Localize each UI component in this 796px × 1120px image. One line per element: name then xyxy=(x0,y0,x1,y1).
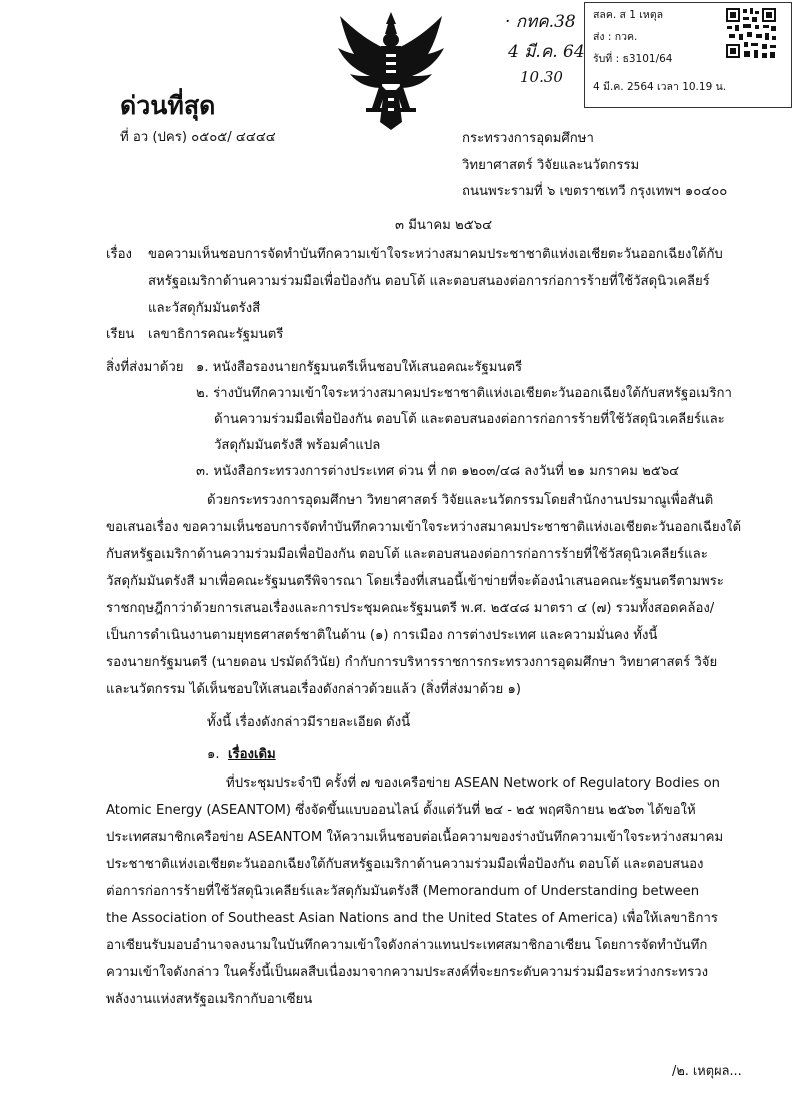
enclosure-item: ๒. ร่างบันทึกความเข้าใจระหว่างสมาคมประชาชาติแห่งเอเชียตะวันออกเฉียงใต้กับสหรัฐอเมริกา xyxy=(196,386,732,401)
section-1-line: the Association of Southeast Asian Nations and the United States of America) เพื่อให้เลขาธิการ xyxy=(106,911,718,926)
section-1-line: ประเทศสมาชิกเครือข่าย ASEANTOM ให้ความเห็นชอบต่อเนื้อความของร่างบันทึกความเข้าใจระหว่างสมาคม xyxy=(106,830,724,845)
stamp-line-2: ส่ง : กวค. xyxy=(593,31,638,43)
stamp-line-1: สลค. ส 1 เหตุล xyxy=(593,9,664,21)
section-1-line: ความเข้าใจดังกล่าว ในครั้งนี้เป็นผลสืบเนื่องมาจากความประสงค์ที่จะยกระดับความร่วมมือระหว่างกระทรวง xyxy=(106,965,709,980)
section-1-line: ต่อการก่อการร้ายที่ใช้วัสดุนิวเคลียร์และวัสดุกัมมันตรังสี (Memorandum of Understanding between xyxy=(106,884,700,899)
body-line: ด้วยกระทรวงการอุดมศึกษา วิทยาศาสตร์ วิจัยและนวัตกรรมโดยสำนักงานปรมาณูเพื่อสันติ xyxy=(207,493,714,508)
body-line: เป็นการดำเนินงานตามยุทธศาสตร์ชาติในด้าน (๑) การเมือง การต่างประเทศ และความมั่นคง ทั้งนี้ xyxy=(106,628,658,643)
section-1-title: เรื่องเดิม xyxy=(228,747,276,762)
handwritten-date: 4 มี.ค. 64 xyxy=(508,42,585,62)
subject-label: เรื่อง xyxy=(106,247,132,262)
handwritten-ref: · กทค.38 xyxy=(505,12,576,32)
body-line: วัสดุกัมมันตรังสี มาเพื่อคณะรัฐมนตรีพิจารณา โดยเรื่องที่เสนอนี้เข้าข่ายที่จะต้องนำเสนอคณะรัฐมนตรีตามพระ xyxy=(106,574,724,589)
stamp-line-3: รับที่ : ธ3101/64 xyxy=(593,53,673,65)
body-line: ราชกฤษฎีกาว่าด้วยการเสนอเรื่องและการประชุมคณะรัฐมนตรี พ.ศ. ๒๕๔๘ มาตรา ๔ (๗) รวมทั้งสอดคล้อง/ xyxy=(106,601,715,616)
body-line: ขอเสนอเรื่อง ขอความเห็นชอบการจัดทำบันทึกความเข้าใจระหว่างสมาคมประชาชาติแห่งเอเชียตะวันออกเฉียงใต้ xyxy=(106,520,742,535)
enclosures-label: สิ่งที่ส่งมาด้วย xyxy=(106,360,184,375)
body-line: และนวัตกรรม ได้เห็นชอบให้เสนอเรื่องดังกล่าวด้วยแล้ว (สิ่งที่ส่งมาด้วย ๑) xyxy=(106,682,521,697)
enclosure-item-cont: วัสดุกัมมันตรังสี พร้อมคำแปล xyxy=(214,438,381,453)
section-1-line: Atomic Energy (ASEANTOM) ซึ่งจัดขึ้นแบบออนไลน์ ตั้งแต่วันที่ ๒๔ - ๒๕ พฤศจิกายน ๒๕๖๓ ได้ขอให้ xyxy=(106,803,696,818)
sender-line-3: ถนนพระรามที่ ๖ เขตราชเทวี กรุงเทพฯ ๑๐๔๐๐ xyxy=(462,184,728,199)
qr-code-icon xyxy=(725,7,777,59)
recipient-name: เลขาธิการคณะรัฐมนตรี xyxy=(148,327,284,342)
recipient-label: เรียน xyxy=(106,327,135,342)
enclosure-item-cont: ด้านความร่วมมือเพื่อป้องกัน ตอบโต้ และตอบสนองต่อการก่อการร้ายที่ใช้วัสดุนิวเคลียร์และ xyxy=(214,412,725,427)
body-intro: ทั้งนี้ เรื่องดังกล่าวมีรายละเอียด ดังนี้ xyxy=(207,715,411,730)
sender-line-2: วิทยาศาสตร์ วิจัยและนวัตกรรม xyxy=(462,158,640,173)
body-line: รองนายกรัฐมนตรี (นายดอน ปรมัตถ์วินัย) กำกับการบริหารราชการกระทรวงการอุดมศึกษา วิทยาศาสตร์ วิจัย xyxy=(106,655,718,670)
section-1-number: ๑. xyxy=(207,747,220,762)
continuation-marker: /๒. เหตุผล... xyxy=(672,1064,742,1079)
sender-line-1: กระทรวงการอุดมศึกษา xyxy=(462,131,594,146)
subject-line: และวัสดุกัมมันตรังสี xyxy=(148,301,261,316)
stamp-line-4: 4 มี.ค. 2564 เวลา 10.19 น. xyxy=(593,81,727,93)
enclosure-item: ๓. หนังสือกระทรวงการต่างประเทศ ด่วน ที่ กต ๑๒๐๓/๔๘ ลงวันที่ ๒๑ มกราคม ๒๕๖๔ xyxy=(196,464,680,479)
receiving-stamp xyxy=(584,2,792,108)
body-line: กับสหรัฐอเมริกาด้านความร่วมมือเพื่อป้องกัน ตอบโต้ และตอบสนองต่อการก่อการร้ายที่ใช้วัสดุนิวเคลียร์และ xyxy=(106,547,708,562)
section-1-line: ประชาชาติแห่งเอเชียตะวันออกเฉียงใต้กับสหรัฐอเมริกาด้านความร่วมมือเพื่อป้องกัน ตอบโต้ และตอบสนอง xyxy=(106,857,704,872)
subject-line: ขอความเห็นชอบการจัดทำบันทึกความเข้าใจระหว่างสมาคมประชาชาติแห่งเอเชียตะวันออกเฉียงใต้กับ xyxy=(148,247,723,262)
garuda-emblem-icon xyxy=(336,10,446,132)
handwritten-time: 10.30 xyxy=(520,68,563,86)
doc-number: ที่ อว (ปคร) ๐๕๐๕/ ๔๔๔๔ xyxy=(120,130,276,145)
document-date: ๓ มีนาคม ๒๕๖๔ xyxy=(395,218,493,233)
section-1-line: พลังงานแห่งสหรัฐอเมริกากับอาเซียน xyxy=(106,992,313,1007)
section-1-line: ที่ประชุมประจำปี ครั้งที่ ๗ ของเครือข่าย ASEAN Network of Regulatory Bodies on xyxy=(226,776,721,791)
subject-line: สหรัฐอเมริกาด้านความร่วมมือเพื่อป้องกัน ตอบโต้ และตอบสนองต่อการก่อการร้ายที่ใช้วัสดุนิวเคลียร์ xyxy=(148,274,710,289)
urgency-heading: ด่วนที่สุด xyxy=(120,91,216,120)
section-1-line: อาเซียนรับมอบอำนาจลงนามในบันทึกความเข้าใจดังกล่าวแทนประเทศสมาชิกอาเซียน โดยการจัดทำบันทึก xyxy=(106,938,708,953)
enclosure-item: ๑. หนังสือรองนายกรัฐมนตรีเห็นชอบให้เสนอคณะรัฐมนตรี xyxy=(196,360,523,375)
